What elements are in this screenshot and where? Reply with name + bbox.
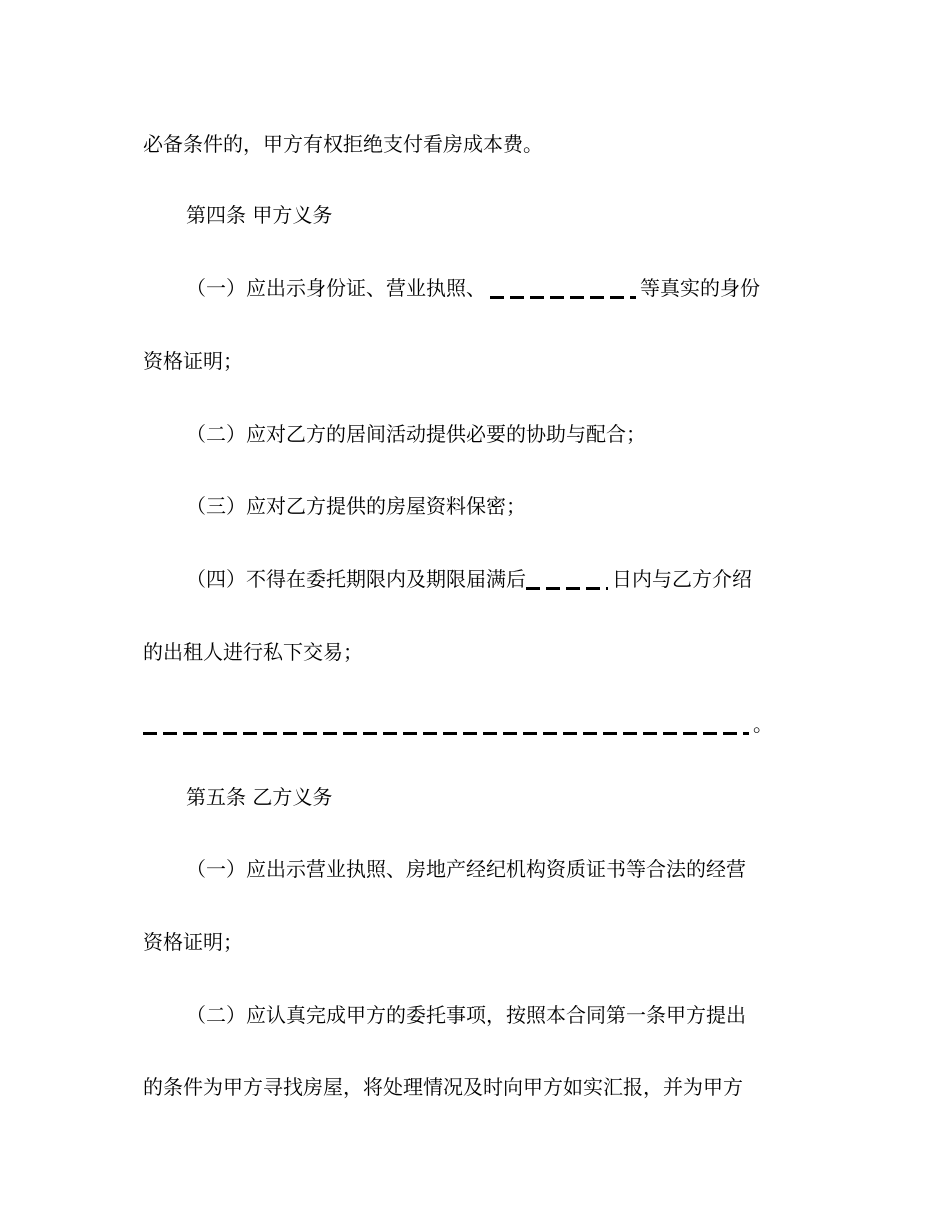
text-line: 必备条件的，甲方有权拒绝支付看房成本费。: [143, 132, 543, 156]
paragraph-line: [186, 1001, 846, 1029]
text-line: （二）应对乙方的居间活动提供必要的协助与配合；: [186, 422, 646, 446]
text-line: 资格证明；: [143, 349, 243, 373]
text-segment: 日内与乙方介绍: [612, 567, 752, 591]
text-line: 的条件为甲方寻找房屋，将处理情况及时向甲方如实汇报，并为甲方: [143, 1075, 743, 1099]
fill-in-blank[interactable]: [490, 279, 636, 299]
text-line: （三）应对乙方提供的房屋资料保密；: [186, 494, 526, 518]
text-line: （二）应认真完成甲方的委托事项，按照本合同第一条甲方提出: [186, 1003, 746, 1027]
heading-text: 第四条 甲方义务: [186, 203, 333, 227]
fill-in-blank[interactable]: [526, 570, 608, 590]
text-line: 资格证明；: [143, 930, 243, 954]
text-segment: 。: [753, 712, 773, 736]
article-heading-4: [186, 201, 846, 229]
paragraph-line: [143, 347, 803, 375]
paragraph-line: [143, 1073, 803, 1101]
paragraph-line: [143, 928, 803, 956]
paragraph-line: [143, 710, 803, 738]
text-segment: （一）应出示身份证、营业执照、: [186, 276, 486, 300]
paragraph-line: [186, 492, 846, 520]
text-line: 的出租人进行私下交易；: [143, 640, 363, 664]
fill-in-blank[interactable]: [143, 715, 749, 735]
paragraph-line: [186, 274, 846, 302]
text-segment: （四）不得在委托期限内及期限届满后: [186, 567, 526, 591]
paragraph-line: [186, 855, 846, 883]
heading-text: 第五条 乙方义务: [186, 785, 333, 809]
paragraph-line: [186, 565, 846, 593]
paragraph-line: [143, 130, 803, 158]
paragraph-line: [186, 420, 846, 448]
text-segment: 等真实的身份: [640, 276, 760, 300]
text-line: （一）应出示营业执照、房地产经纪机构资质证书等合法的经营: [186, 857, 746, 881]
article-heading-5: [186, 783, 846, 811]
paragraph-line: [143, 638, 803, 666]
